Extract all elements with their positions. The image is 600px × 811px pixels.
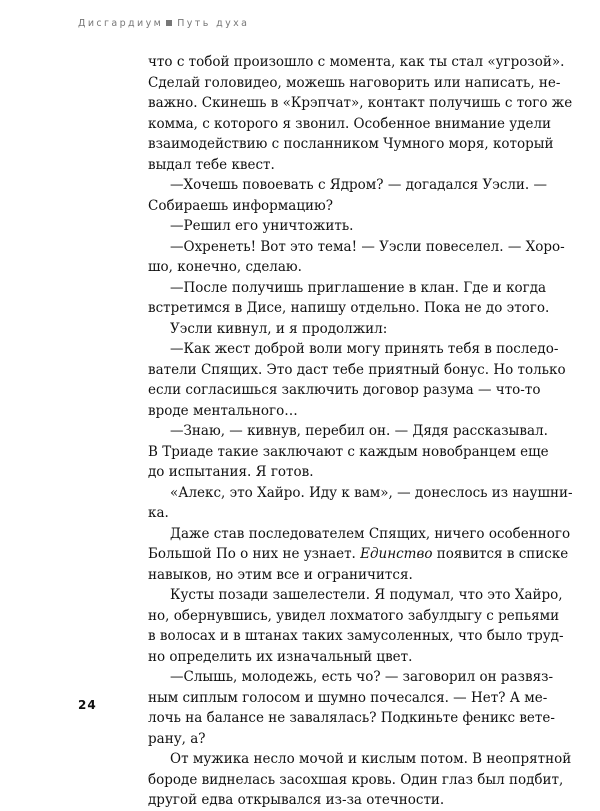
- text-line: другой едва открывался из-за отечности.: [148, 792, 445, 808]
- text-line: —Как жест доброй воли могу принять тебя в последо-: [170, 341, 559, 357]
- text-line: рану, а?: [148, 730, 206, 747]
- page-number: 24: [78, 698, 97, 712]
- text-line: навыков, но этим все и ограничится.: [148, 566, 413, 583]
- text-line: если согласишься заключить договор разума — что-то: [148, 382, 541, 398]
- text-line: Собираешь информацию?: [148, 197, 334, 214]
- text-line: Кусты позади зашелестели. Я подумал, что это Хайро,: [170, 587, 563, 603]
- text-line: в волосах и в штанах таких замусоленных, что было труд-: [148, 628, 564, 644]
- text-line: ным сиплым голосом и шумно почесался. — Нет? А ме-: [148, 689, 548, 706]
- text-line: выдал тебе квест.: [148, 156, 275, 173]
- text-line: Уэсли кивнул, и я продолжил:: [170, 320, 388, 337]
- text-line: что с тобой произошло с момента, как ты стал «угрозой».: [148, 54, 565, 70]
- text-line: но, обернувшись, увидел лохматого забулдыгу с репьями: [148, 607, 560, 624]
- text-line: ка.: [148, 505, 169, 521]
- text-line: От мужика несло мочой и кислым потом. В неопрятной: [170, 751, 572, 767]
- text-line: ватели Спящих. Это даст тебе приятный бонус. Но только: [148, 361, 566, 378]
- text-line: —Решил его уничтожить.: [170, 218, 354, 234]
- text-line: но определить их изначальный цвет.: [148, 648, 413, 665]
- header-separator: [166, 20, 172, 26]
- italic-term: Единство: [360, 546, 433, 562]
- text-line: вроде ментального…: [148, 402, 298, 419]
- text-line: до испытания. Я готов.: [148, 464, 314, 480]
- text-line: бороде виднелась засохшая кровь. Один глаз был подбит,: [148, 771, 564, 788]
- text-line: В Триаде такие заключают с каждым новобранцем еще: [148, 443, 549, 460]
- text-line: —Хочешь повоевать с Ядром? — догадался Уэсли. —: [170, 177, 548, 193]
- text-line: —Слышь, молодежь, есть чо? — заговорил он развяз-: [170, 669, 554, 685]
- text-line: взаимодействию с посланником Чумного моря, который: [148, 136, 554, 152]
- running-head: [78, 18, 249, 29]
- text-line: Сделай головидео, можешь наговорить или написать, не-: [148, 74, 561, 91]
- text-segment: появится в списке: [432, 546, 569, 562]
- text-line: важно. Скинешь в «Крэпчат», контакт получишь с того же: [148, 95, 573, 111]
- text-line: лочь на балансе не завалялась? Подкиньте феникс вете-: [148, 710, 555, 726]
- text-line: комма, с которого я звонил. Особенное внимание удели: [148, 115, 552, 132]
- body-text: [148, 52, 573, 811]
- text-line: встретимся в Дисе, напишу отдельно. Пока не до этого.: [148, 300, 550, 316]
- text-segment: Большой По о них не узнает.: [148, 546, 361, 562]
- text-line: шо, конечно, сделаю.: [148, 259, 302, 275]
- text-line: [148, 544, 569, 565]
- text-line: —Охренеть! Вот это тема! — Уэсли повеселел. — Хоро-: [170, 238, 565, 255]
- text-line: «Алекс, это Хайро. Иду к вам», — донеслось из наушни-: [170, 484, 573, 501]
- book-title: Путь духа: [177, 18, 250, 29]
- text-line: —Знаю, — кивнув, перебил он. — Дядя рассказывал.: [170, 423, 548, 439]
- text-line: Даже став последователем Спящих, ничего особенного: [170, 525, 571, 542]
- series-title: Дисгардиум: [78, 18, 164, 29]
- text-line: —После получишь приглашение в клан. Где и когда: [170, 279, 547, 296]
